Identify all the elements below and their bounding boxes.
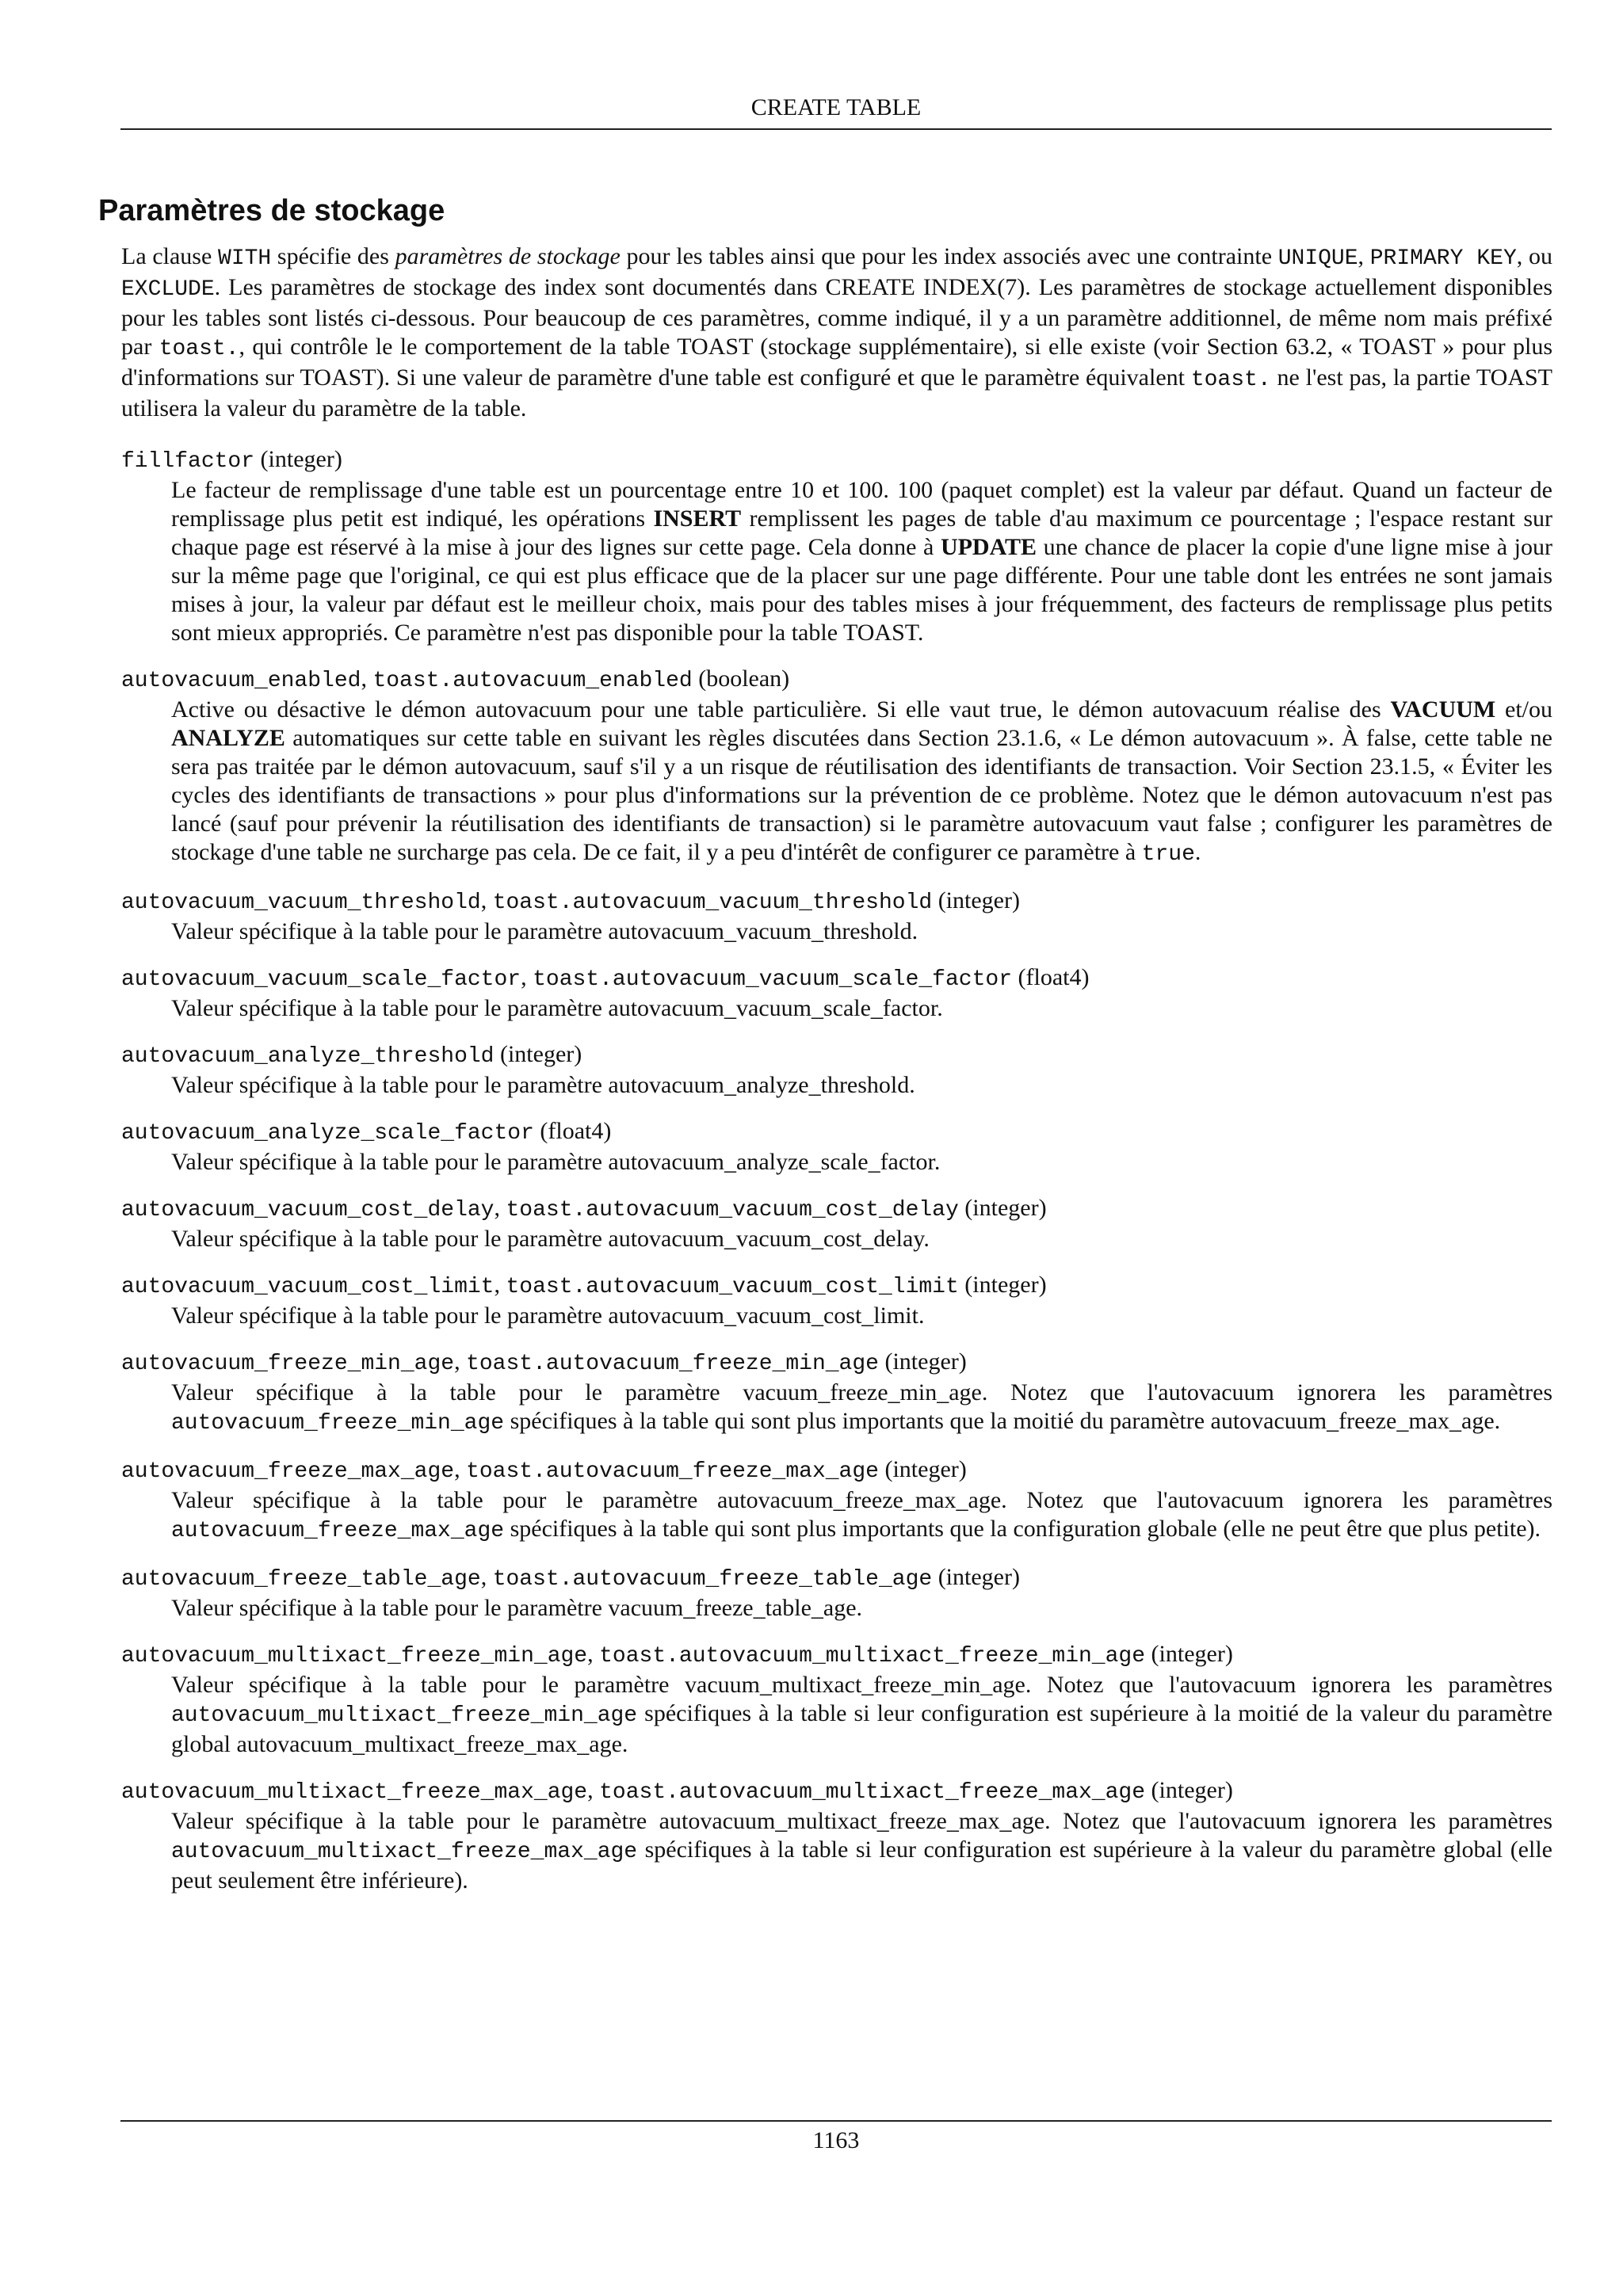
param-description bbox=[171, 696, 1552, 869]
param-toast-name: toast.autovacuum_multixact_freeze_max_age bbox=[599, 1780, 1146, 1805]
param-toast-name: toast.autovacuum_freeze_min_age bbox=[466, 1352, 879, 1376]
desc-text: spécifiques à la table qui sont plus importants que la moitié du paramètre autovacuum_freeze_max_age. bbox=[504, 1408, 1501, 1434]
header-title: CREATE TABLE bbox=[750, 94, 922, 120]
param-toast-name: toast.autovacuum_multixact_freeze_min_age bbox=[599, 1644, 1146, 1669]
param-type: (integer) bbox=[494, 1041, 582, 1067]
param-toast-name: toast.autovacuum_vacuum_cost_delay bbox=[506, 1198, 959, 1222]
intro-text: , qui contrôle le le comportement de la table TOAST (stockage supplémentaire), si elle existe (voir Section 63.2, « TOAST » pour plus d'informations sur TOAST). Si une valeur de paramètre d'une table est configuré et que le paramètre équivalent bbox=[121, 334, 1552, 391]
desc-bold: ANALYZE bbox=[171, 725, 285, 751]
inline-code: toast. bbox=[1190, 368, 1271, 392]
param-separator: , bbox=[587, 1777, 600, 1803]
inline-code: true bbox=[1141, 842, 1195, 867]
page-number: 1163 bbox=[812, 2127, 860, 2153]
param-separator: , bbox=[480, 887, 493, 913]
desc-bold: INSERT bbox=[653, 505, 742, 532]
page-content bbox=[121, 242, 1552, 1895]
inline-code: autovacuum_freeze_max_age bbox=[171, 1519, 505, 1543]
desc-bold: UPDATE bbox=[940, 534, 1037, 560]
intro-text: ne l'est pas, la partie TOAST utilisera la valeur du paramètre de la table. bbox=[121, 364, 1552, 421]
section-title: Paramètres de stockage bbox=[98, 194, 445, 227]
param-toast-name: toast.autovacuum_freeze_max_age bbox=[466, 1459, 879, 1484]
inline-code: EXCLUDE bbox=[121, 277, 215, 302]
param-toast-name: toast.autovacuum_freeze_table_age bbox=[492, 1567, 933, 1592]
intro-text: spécifie des bbox=[271, 243, 395, 269]
param-description: Valeur spécifique à la table pour le paramètre vacuum_freeze_table_age. bbox=[171, 1595, 863, 1621]
param-description: Valeur spécifique à la table pour le paramètre autovacuum_vacuum_scale_factor. bbox=[171, 995, 943, 1021]
param-separator: , bbox=[480, 1564, 493, 1590]
param-type: (integer) bbox=[958, 1195, 1047, 1221]
param-term bbox=[121, 963, 1552, 994]
param-description: Valeur spécifique à la table pour le paramètre autovacuum_vacuum_cost_delay. bbox=[171, 1226, 930, 1252]
param-term bbox=[121, 1271, 1552, 1302]
param-type: (integer) bbox=[1145, 1777, 1233, 1803]
param-term bbox=[121, 1640, 1552, 1671]
desc-text: remplissent les pages de table d'au maximum ce pourcentage ; l'espace restant sur chaque page est réservé à la mise à jour des lignes sur cette page. Cela donne à bbox=[171, 505, 1552, 560]
param-description bbox=[171, 1379, 1552, 1438]
param-term bbox=[121, 1776, 1552, 1807]
param-description bbox=[171, 1671, 1552, 1759]
param-description bbox=[171, 1807, 1552, 1895]
intro-text: La clause bbox=[121, 243, 219, 269]
desc-bold: VACUUM bbox=[1390, 696, 1496, 723]
param-term bbox=[121, 1194, 1552, 1225]
parameter-list bbox=[121, 445, 1552, 1895]
param-type: (integer) bbox=[932, 1564, 1020, 1590]
inline-code: WITH bbox=[218, 246, 272, 271]
desc-text: Valeur spécifique à la table pour le paramètre vacuum_freeze_min_age. Notez que l'autovacuum ignorera les paramètres bbox=[171, 1379, 1552, 1405]
param-name: fillfactor bbox=[121, 449, 255, 474]
desc-text: . bbox=[1194, 839, 1201, 865]
param-type: (float4) bbox=[533, 1118, 612, 1144]
desc-text: Valeur spécifique à la table pour le paramètre autovacuum_freeze_max_age. Notez que l'autovacuum ignorera les paramètres bbox=[171, 1487, 1552, 1513]
intro-text: , bbox=[1358, 243, 1370, 269]
param-term bbox=[121, 887, 1552, 917]
desc-text: spécifiques à la table si leur configuration est supérieure à la valeur du paramètre global (elle peut seulement être inférieure). bbox=[171, 1836, 1552, 1894]
param-description bbox=[171, 1486, 1552, 1546]
param-term bbox=[121, 1348, 1552, 1379]
param-name: autovacuum_vacuum_scale_factor bbox=[121, 967, 521, 992]
param-name: autovacuum_freeze_table_age bbox=[121, 1567, 481, 1592]
desc-text: Le facteur de remplissage d'une table est un pourcentage entre 10 et 100. 100 (paquet complet) est la valeur par défaut. Quand un facteur de remplissage plus petit est indiqué, les opérations bbox=[171, 477, 1552, 532]
param-description: Valeur spécifique à la table pour le paramètre autovacuum_analyze_threshold. bbox=[171, 1072, 915, 1098]
param-separator: , bbox=[454, 1456, 467, 1482]
intro-text: , ou bbox=[1516, 243, 1552, 269]
intro-paragraph bbox=[121, 242, 1552, 423]
desc-text: Active ou désactive le démon autovacuum pour une table particulière. Si elle vaut true, le démon autovacuum réalise des bbox=[171, 696, 1391, 723]
param-type: (integer) bbox=[958, 1272, 1047, 1298]
inline-code: UNIQUE bbox=[1277, 246, 1358, 271]
param-term bbox=[121, 1455, 1552, 1486]
param-name: autovacuum_analyze_threshold bbox=[121, 1044, 495, 1069]
param-term bbox=[121, 1040, 1552, 1071]
param-name: autovacuum_vacuum_cost_limit bbox=[121, 1275, 495, 1299]
param-type: (integer) bbox=[1145, 1641, 1233, 1667]
inline-code: autovacuum_freeze_min_age bbox=[171, 1411, 505, 1436]
inline-code: PRIMARY KEY bbox=[1369, 246, 1517, 271]
param-name: autovacuum_freeze_min_age bbox=[121, 1352, 455, 1376]
param-name: autovacuum_vacuum_cost_delay bbox=[121, 1198, 495, 1222]
param-toast-name: toast.autovacuum_vacuum_scale_factor bbox=[533, 967, 1012, 992]
desc-text: automatiques sur cette table en suivant les règles discutées dans Section 23.1.6, « Le démon autovacuum ». À false, cette table ne sera pas traitée par le démon autovacuum, sauf s'il y a un risque de réutilisation des identifiants de transaction. Voir Section 23.1.5, « Éviter les cycles des identifiants de transactions » pour plus d'informations sur la prévention de ce problème. Notez que le démon autovacuum n'est pas lancé (sauf pour prévenir la réutilisation des identifiants de transaction) si le paramètre autovacuum vaut false ; configurer les paramètres de stockage d'une table ne surcharge pas cela. De ce fait, il y a peu d'intérêt de configurer ce paramètre à bbox=[171, 725, 1552, 865]
param-toast-name: toast.autovacuum_vacuum_threshold bbox=[492, 891, 933, 915]
inline-code: autovacuum_multixact_freeze_max_age bbox=[171, 1840, 638, 1864]
param-term bbox=[121, 665, 1552, 696]
desc-text: une chance de placer la copie d'une ligne mise à jour sur la même page que l'original, ce qui est plus efficace que de la placer sur une page différente. Pour une table dont les entrées ne sont jamais mises à jour, la valeur par défaut est le meilleur choix, mais pour des tables mises à jour fréquemment, des facteurs de remplissage plus petits sont mieux appropriés. Ce paramètre n'est pas disponible pour la table TOAST. bbox=[171, 534, 1552, 646]
param-type: (float4) bbox=[1012, 964, 1090, 990]
inline-code: toast. bbox=[158, 337, 239, 361]
param-term bbox=[121, 445, 1552, 476]
param-description: Valeur spécifique à la table pour le paramètre autovacuum_analyze_scale_factor. bbox=[171, 1149, 941, 1175]
param-name: autovacuum_enabled bbox=[121, 669, 361, 693]
desc-text: Valeur spécifique à la table pour le paramètre vacuum_multixact_freeze_min_age. Notez que l'autovacuum ignorera les paramètres bbox=[171, 1672, 1552, 1698]
param-type: (integer) bbox=[878, 1348, 967, 1375]
param-type: (integer) bbox=[254, 446, 342, 472]
param-name: autovacuum_multixact_freeze_min_age bbox=[121, 1644, 588, 1669]
param-separator: , bbox=[361, 666, 373, 692]
param-separator: , bbox=[494, 1195, 506, 1221]
desc-text: spécifiques à la table qui sont plus importants que la configuration globale (elle ne peut être que plus petite). bbox=[504, 1516, 1541, 1542]
param-name: autovacuum_vacuum_threshold bbox=[121, 891, 481, 915]
desc-text: spécifiques à la table si leur configuration est supérieure à la moitié de la valeur du paramètre global autovacuum_multixact_freeze_max_age. bbox=[171, 1700, 1552, 1757]
intro-text: pour les tables ainsi que pour les index associés avec une contrainte bbox=[620, 243, 1278, 269]
param-separator: , bbox=[521, 964, 533, 990]
param-separator: , bbox=[494, 1272, 506, 1298]
param-name: autovacuum_analyze_scale_factor bbox=[121, 1121, 534, 1146]
param-toast-name: toast.autovacuum_vacuum_cost_limit bbox=[506, 1275, 959, 1299]
intro-text: . Les paramètres de stockage des index sont documentés dans CREATE INDEX(7). Les paramètres de stockage actuellement disponibles pour les tables sont listés ci-dessous. Pour beaucoup de ces paramètres, comme indiqué, il y a un paramètre additionnel, de même nom mais préfixé par bbox=[121, 274, 1552, 360]
param-toast-name: toast.autovacuum_enabled bbox=[372, 669, 693, 693]
param-type: (integer) bbox=[932, 887, 1020, 913]
param-name: autovacuum_freeze_max_age bbox=[121, 1459, 455, 1484]
param-term bbox=[121, 1117, 1552, 1148]
desc-text: Valeur spécifique à la table pour le paramètre autovacuum_multixact_freeze_max_age. Notez que l'autovacuum ignorera les paramètres bbox=[171, 1808, 1552, 1834]
param-description: Valeur spécifique à la table pour le paramètre autovacuum_vacuum_threshold. bbox=[171, 918, 918, 944]
desc-text: et/ou bbox=[1495, 696, 1552, 723]
param-separator: , bbox=[587, 1641, 600, 1667]
param-type: (boolean) bbox=[692, 666, 790, 692]
page-header bbox=[120, 93, 1552, 130]
param-term bbox=[121, 1563, 1552, 1594]
param-type: (integer) bbox=[878, 1456, 967, 1482]
param-description bbox=[171, 476, 1552, 647]
param-separator: , bbox=[454, 1348, 467, 1375]
param-description: Valeur spécifique à la table pour le paramètre autovacuum_vacuum_cost_limit. bbox=[171, 1302, 925, 1329]
page-footer bbox=[120, 2120, 1552, 2155]
inline-code: autovacuum_multixact_freeze_min_age bbox=[171, 1703, 638, 1728]
intro-emphasis: paramètres de stockage bbox=[395, 243, 621, 269]
param-name: autovacuum_multixact_freeze_max_age bbox=[121, 1780, 588, 1805]
